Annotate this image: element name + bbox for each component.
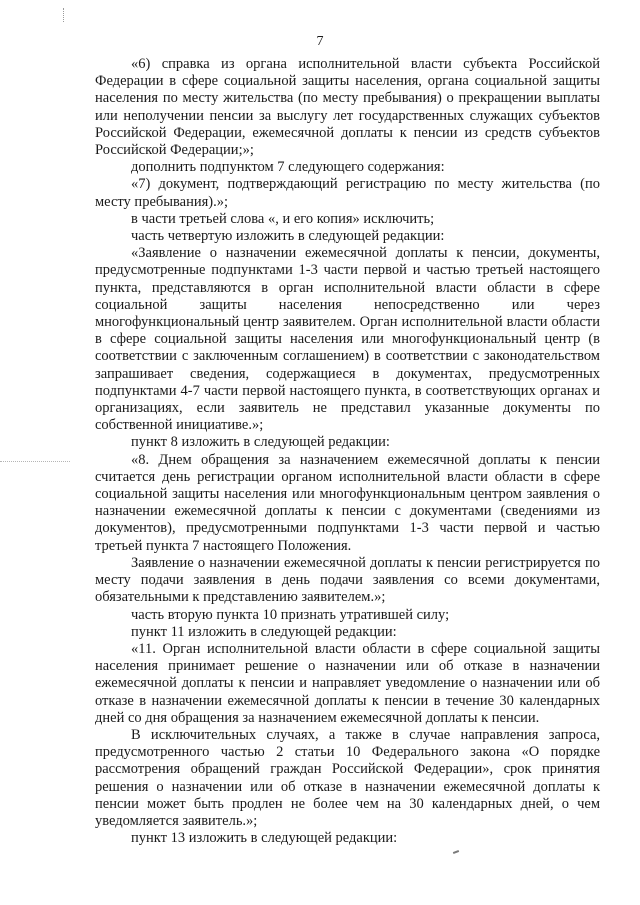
- document-body: [95, 56, 600, 847]
- page-number: 7: [316, 34, 324, 49]
- scan-artifact-dotted-line: [0, 461, 70, 462]
- paragraph-item-11-intro: пункт 11 изложить в следующей редакции:: [131, 623, 397, 640]
- paragraph-part-three: в части третьей слова «, и его копия» исключить;: [131, 210, 435, 227]
- paragraph-item-8-text: «8. Днем обращения за назначением ежемесячной доплаты к пенсии считается день регистрации органом исполнительной власти области в сфере социальной защиты населения или многофункциональным центром заявления о назначении ежемесячной доплаты к пенсии с документами (сведениями из документов), предусмотренными подпунктами 1-3 части первой и частью третьей пункта 7 настоящего Положения.: [95, 451, 600, 554]
- paragraph-item-13-intro: пункт 13 изложить в следующей редакции:: [131, 830, 398, 847]
- paragraph-item-8-registration: Заявление о назначении ежемесячной доплаты к пенсии регистрируется по месту подачи заявления в день подачи заявления со всеми документами, обязательными к представлению заявителем.»;: [95, 554, 600, 606]
- paragraph-item-10: часть вторую пункта 10 признать утратившей силу;: [131, 606, 450, 623]
- paragraph-item-8-intro: пункт 8 изложить в следующей редакции:: [131, 434, 390, 451]
- paragraph-part-four-intro: часть четвертую изложить в следующей редакции:: [131, 228, 445, 245]
- paragraph-part-four-text: «Заявление о назначении ежемесячной доплаты к пенсии, документы, предусмотренные подпунктами 1-3 части первой и частью третьей настоящего пункта, представляются в орган исполнительной власти области в сфере социальной защиты населения непосредственно или через многофункциональный центр заявителем. Орган исполнительной власти области в сфере социальной защиты населения или многофункциональный центр (в соответствии с заключенным соглашением) в соответствии с законодательством запрашивает сведения, содержащиеся в документах, предусмотренных подпунктами 4-7 части первой настоящего пункта, в соответствующих органах и организациях, если заявитель не представил указанные документы по собственной инициативе.»;: [95, 245, 600, 434]
- paragraph-item-11-text: «11. Орган исполнительной власти области в сфере социальной защиты населения принимает решение о назначении или об отказе в назначении ежемесячной доплаты к пенсии и направляет уведомление о назначении или об отказе в назначении ежемесячной доплаты к пенсии в течение 30 календарных дней со дня обращения за назначением ежемесячной доплаты к пенсии.: [95, 640, 600, 726]
- paragraph-subitem-7: «7) документ, подтверждающий регистрацию по месту жительства (по месту пребывания).»;: [95, 176, 600, 210]
- paragraph-subitem-6: «6) справка из органа исполнительной власти субъекта Российской Федерации в сфере социальной защиты населения, органа социальной защиты населения по месту жительства (по месту пребывания) о прекращении выплаты или неполучении пенсии за выслугу лет государственных служащих субъектов Российской Федерации, ежемесячной доплаты к пенсии из средств субъектов Российской Федерации;»;: [95, 56, 600, 159]
- scan-artifact-mark: [63, 8, 65, 22]
- paragraph-add-subitem-7: дополнить подпунктом 7 следующего содержания:: [131, 159, 445, 176]
- paragraph-item-11-exceptions: В исключительных случаях, а также в случае направления запроса, предусмотренного частью 2 статьи 10 Федерального закона «О порядке рассмотрения обращений граждан Российской Федерации», срок принятия решения о назначении или об отказе в назначении ежемесячной доплаты к пенсии может быть продлен не более чем на 30 календарных дней, о чем уведомляется заявитель.»;: [95, 726, 600, 829]
- scan-artifact-tick: [453, 850, 459, 854]
